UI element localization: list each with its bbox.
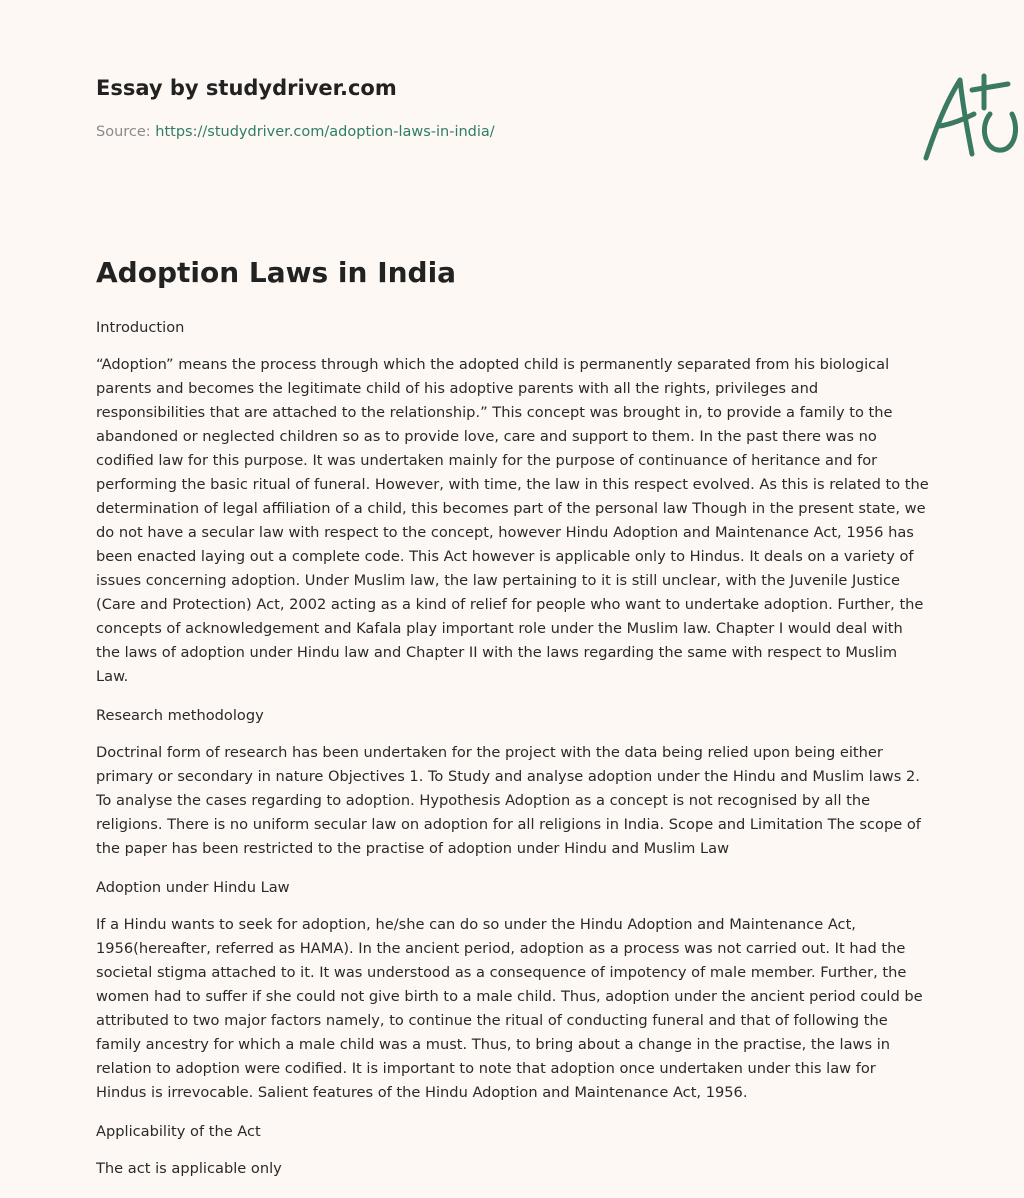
a-plus-logo-icon [922,68,1022,164]
site-brand: Essay by studydriver.com [96,76,397,100]
page-title: Adoption Laws in India [96,256,457,289]
paragraph-research-methodology: Doctrinal form of research has been undertaken for the project with the data being relied upon being either primary or secondary in nature Objectives 1. To Study and analyse adoption under the Hindu and Muslim laws 2. To analyse the cases regarding to adoption. Hypothesis Adoption as a concept is not recognised by all the religions. There is no uniform secular law on adoption for all religions in India. Scope and Limitation The scope of the paper has been restricted to the practise of adoption under Hindu and Muslim Law [96,744,921,857]
source-label: Source: [96,124,151,140]
essay-body [96,316,930,1196]
source-line [96,124,495,140]
source-link[interactable]: https://studydriver.com/adoption-laws-in-india/ [155,124,495,140]
section-heading-hindu-law: Adoption under Hindu Law [96,879,290,896]
paragraph-applicability: The act is applicable only [96,1160,282,1177]
paragraph-hindu-law: If a Hindu wants to seek for adoption, he/she can do so under the Hindu Adoption and Maintenance Act, 1956(hereafter, referred as HAMA). In the ancient period, adoption as a process was not carried out. It had the societal stigma attached to it. It was understood as a consequence of impotency of male member. Further, the women had to suffer if she could not give birth to a male child. Thus, adoption under the ancient period could be attributed to two major factors namely, to continue the ritual of conducting funeral and that of following the family ancestry for which a male child was a must. Thus, to bring about a change in the practise, the laws in relation to adoption were codified. It is important to note that adoption once undertaken under this law for Hindus is irrevocable. Salient features of the Hindu Adoption and Maintenance Act, 1956. [96,916,923,1101]
section-heading-research-methodology: Research methodology [96,707,264,724]
paragraph-introduction: “Adoption” means the process through which the adopted child is permanently separated from his biological parents and becomes the legitimate child of his adoptive parents with all the rights, privileges and responsibilities that are attached to the relationship.” This concept was brought in, to provide a family to the abandoned or neglected children so as to provide love, care and support to them. In the past there was no codified law for this purpose. It was undertaken mainly for the purpose of continuance of heritance and for performing the basic ritual of funeral. However, with time, the law in this respect evolved. As this is related to the determination of legal affiliation of a child, this becomes part of the personal law Though in the present state, we do not have a secular law with respect to the concept, however Hindu Adoption and Maintenance Act, 1956 has been enacted laying out a complete code. This Act however is applicable only to Hindus. It deals on a variety of issues concerning adoption. Under Muslim law, the law pertaining to it is still unclear, with the Juvenile Justice (Care and Protection) Act, 2002 acting as a kind of relief for people who want to undertake adoption. Further, the concepts of acknowledgement and Kafala play important role under the Muslim law. Chapter I would deal with the laws of adoption under Hindu law and Chapter II with the laws regarding the same with respect to Muslim Law. [96,356,929,685]
section-heading-applicability: Applicability of the Act [96,1123,261,1140]
section-heading-introduction: Introduction [96,319,185,336]
